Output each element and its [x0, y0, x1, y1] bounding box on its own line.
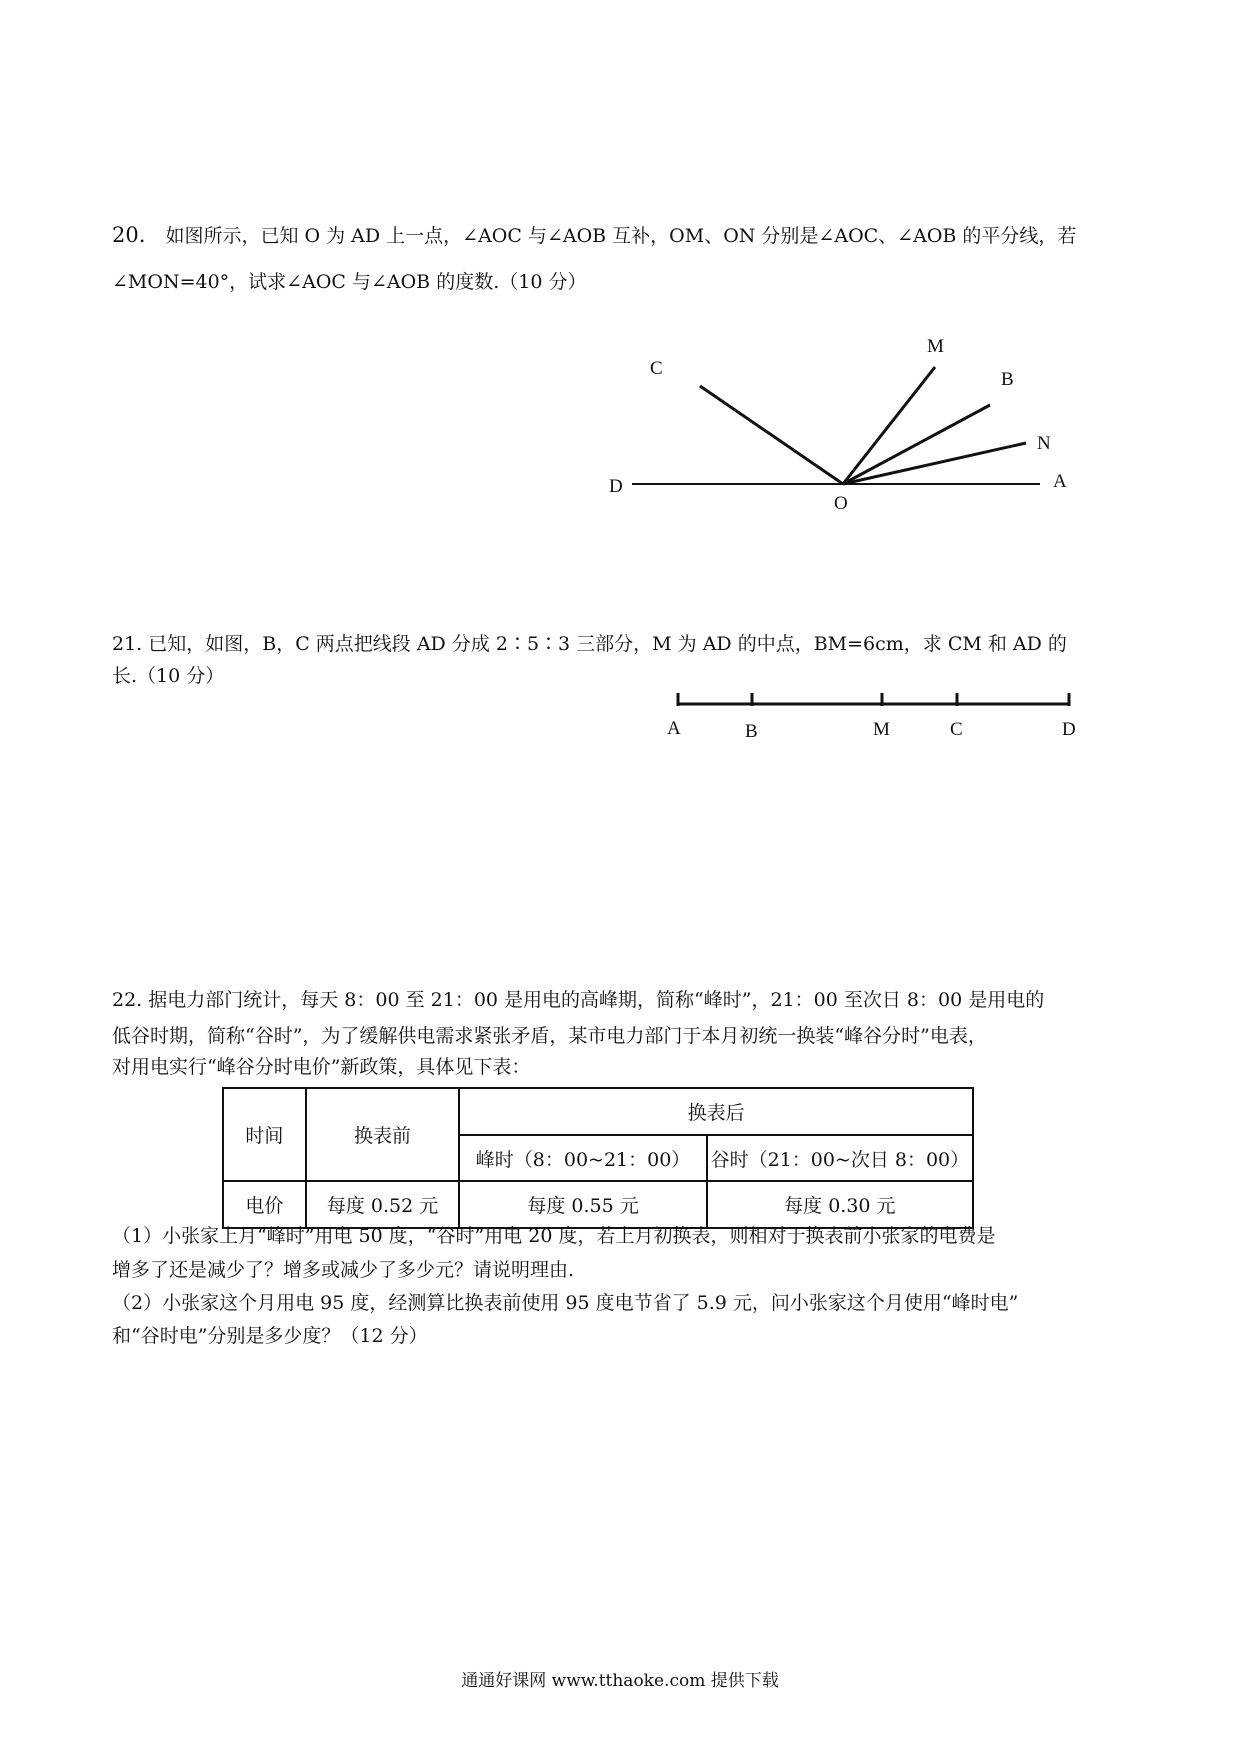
header-after: 换表后: [459, 1088, 973, 1135]
label-c: C: [650, 358, 663, 379]
q20-number: 20.: [112, 223, 146, 247]
price-before: 每度 0.52 元: [306, 1181, 460, 1228]
header-before: 换表前: [306, 1088, 460, 1181]
q22-sub1-line-2: 增多了还是减少了？增多或减少了多少元？请说明理由.: [112, 1259, 575, 1281]
q20-text-1: 如图所示，已知 O 为 AD 上一点，∠AOC 与∠AOB 互补，OM、ON 分别是∠AOC、∠AOB 的平分线，若: [165, 225, 1077, 247]
seg-label-m: M: [873, 719, 890, 740]
q22-line-1: 22. 据电力部门统计，每天 8：00 至 21：00 是用电的高峰期，简称“峰时”，21：00 至次日 8：00 是用电的: [112, 989, 1045, 1011]
footer-source: 通通好课网 www.tthaoke.com 提供下载: [461, 1671, 779, 1691]
price-peak: 每度 0.55 元: [459, 1181, 706, 1228]
label-m: M: [927, 336, 944, 357]
ray-oc: [700, 386, 843, 484]
header-peak: 峰时（8：00~21：00）: [459, 1135, 706, 1181]
angle-figure: [0, 0, 1240, 560]
q22-line-2: 低谷时期，简称“谷时”，为了缓解供电需求紧张矛盾，某市电力部门于本月初统一换装“峰谷分时”电表，: [112, 1025, 987, 1047]
seg-label-d: D: [1062, 719, 1076, 740]
label-o: O: [834, 493, 848, 514]
header-time: 时间: [223, 1088, 306, 1181]
seg-label-b: B: [745, 721, 758, 742]
q21-line-1: 21. 已知，如图，B，C 两点把线段 AD 分成 2∶5∶3 三部分，M 为 AD 的中点，BM=6cm，求 CM 和 AD 的: [112, 633, 1067, 655]
q22-sub1-line-1: （1）小张家上月“峰时”用电 50 度，“谷时”用电 20 度，若上月初换表，则相对于换表前小张家的电费是: [112, 1225, 996, 1247]
price-table: [222, 1087, 974, 1229]
label-b: B: [1001, 369, 1014, 390]
seg-label-a: A: [667, 718, 681, 739]
label-a: A: [1053, 471, 1067, 492]
q21-line-2: 长.（10 分）: [112, 665, 225, 687]
seg-label-c: C: [950, 719, 963, 740]
label-n: N: [1037, 433, 1051, 454]
q22-sub2-line-2: 和“谷时电”分别是多少度？（12 分）: [112, 1325, 428, 1347]
q20-line-2: ∠MON=40°，试求∠AOC 与∠AOB 的度数.（10 分）: [112, 271, 587, 293]
q22-sub2-line-1: （2）小张家这个月用电 95 度，经测算比换表前使用 95 度电节省了 5.9 元，问小张家这个月使用“峰时电”: [112, 1292, 1019, 1314]
header-valley: 谷时（21：00~次日 8：00）: [707, 1135, 973, 1181]
q22-line-3: 对用电实行“峰谷分时电价”新政策，具体见下表：: [112, 1056, 531, 1078]
ray-ob: [843, 405, 990, 484]
row-label-price: 电价: [223, 1181, 306, 1228]
price-valley: 每度 0.30 元: [707, 1181, 973, 1228]
label-d: D: [609, 476, 623, 497]
segment-figure: [0, 660, 1240, 750]
